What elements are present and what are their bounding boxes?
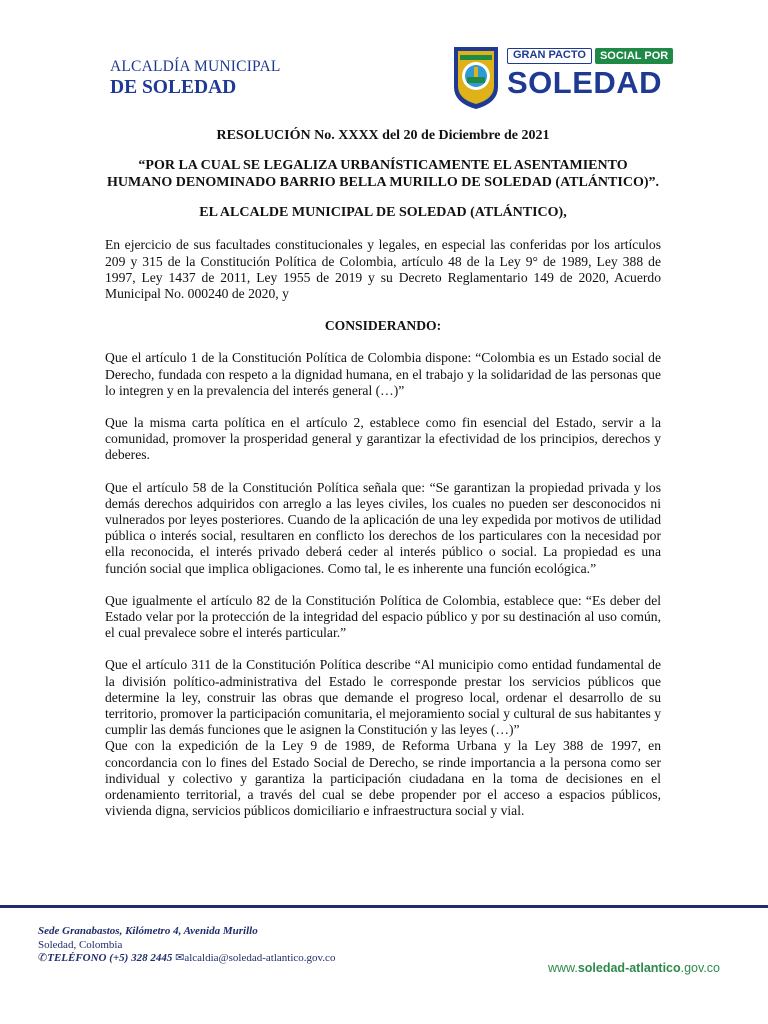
footer-phone-line	[38, 952, 335, 966]
footer-address: Sede Granabastos, Kilómetro 4, Avenida Murillo	[38, 925, 258, 937]
municipality-header	[110, 58, 281, 99]
email-icon: ✉	[175, 952, 185, 964]
document-body	[105, 128, 661, 820]
resolution-subtitle	[105, 158, 661, 191]
considerando-heading: CONSIDERANDO:	[324, 318, 442, 334]
footer-website-link[interactable]	[548, 961, 720, 975]
header-line-1: ALCALDÍA MUNICIPAL	[110, 58, 281, 75]
header-line-2: DE SOLEDAD	[110, 77, 237, 98]
preamble-paragraph: En ejercicio de sus facultades constitucionales y legales, en especial las conferidas por los artículos 209 y 315 de la Constitución Política de Colombia, artículo 48 de la Ley 9° de 1989, Ley 388 de 1997, Ley 1437 de 2011, Ley 1955 de 2019 y su Decreto Reglamentario 149 de 2020, Acuerdo Municipal No. 000240 de 2020, y	[105, 237, 661, 302]
web-suffix: .gov.co	[680, 961, 720, 975]
considerando-paragraph-5: Que el artículo 311 de la Constitución Política describe “Al municipio como entidad fundamental de la división político-administrativa del Estado le corresponde prestar los servicios públicos que determine la ley, construir las obras que demande el progreso local, ordenar el desarrollo de su territorio, promover la participación comunitaria, el mejoramiento social y cultural de sus habitantes y cumplir las demás funciones que le asignen la Constitución y las leyes (…)”	[105, 657, 661, 738]
web-domain: soledad-atlantico	[577, 961, 681, 975]
considerando-paragraph-6: Que con la expedición de la Ley 9 de 1989, de Reforma Urbana y la Ley 388 de 1997, en concordancia con lo fines del Estado Social de Derecho, se rinde importancia a la persona como ser individual y colectivo y garantiza la participación ciudadana en la toma de decisiones en el ordenamiento territorial, a través del cual se debe propender por el acceso a espacios públicos, vivienda digna, servicios públicos domiciliario e infraestructura social y vial.	[105, 738, 661, 819]
footer-email[interactable]: alcaldia@soledad-atlantico.gov.co	[184, 952, 336, 964]
gran-pacto-brand	[507, 48, 669, 108]
footer-contact	[38, 925, 335, 966]
brand-soledad: SOLEDAD	[507, 65, 663, 100]
phone-icon: ✆	[38, 952, 48, 964]
considerando-paragraph-3: Que el artículo 58 de la Constitución Política señala que: “Se garantizan la propiedad privada y los demás derechos adquiridos con arreglo a las leyes civiles, los cuales no pueden ser desconocidos ni vulnerados por leyes posteriores. Cuando de la aplicación de una ley expedida por motivos de utilidad pública o interés social, resultaren en conflicto los derechos de los particulares con la necesidad por ella reconocida, el interés privado deberá ceder al interés público o social. La propiedad es una función social que implica obligaciones. Como tal, le es inherente una función ecológica.”	[105, 479, 661, 576]
considerando-paragraph-4: Que igualmente el artículo 82 de la Constitución Política de Colombia, establece que: “Es deber del Estado velar por la protección de la integridad del espacio público y por su destinación al uso común, el cual prevalece sobre el interés particular.”	[105, 592, 661, 641]
resolution-title: RESOLUCIÓN No. XXXX del 20 de Diciembre de 2021	[216, 128, 550, 143]
footer-phone: TELÉFONO (+5) 328 2445	[47, 952, 173, 964]
footer-divider	[0, 905, 768, 908]
municipal-seal-icon	[450, 43, 502, 111]
brand-pill-social-por: SOCIAL POR	[595, 48, 673, 64]
logo-area	[450, 43, 669, 111]
web-prefix: www.	[547, 961, 578, 975]
considerando-paragraph-2: Que la misma carta política en el artículo 2, establece como fin esencial del Estado, servir a la comunidad, promover la prosperidad general y garantizar la efectividad de los principios, derechos y deberes.	[105, 415, 661, 463]
subtitle-line-1: “POR LA CUAL SE LEGALIZA URBANÍSTICAMENTE EL ASENTAMIENTO	[138, 158, 628, 174]
footer-city: Soledad, Colombia	[38, 938, 123, 951]
brand-pill-gran-pacto: GRAN PACTO	[507, 48, 592, 64]
considerando-paragraph-1: Que el artículo 1 de la Constitución Política de Colombia dispone: “Colombia es un Estado social de Derecho, fundada con respeto a la dignidad humana, en el trabajo y la solidaridad de las personas que lo integren y en la prevalencia del interés general (…)”	[105, 350, 661, 398]
alcalde-heading: EL ALCALDE MUNICIPAL DE SOLEDAD (ATLÁNTICO),	[199, 205, 567, 221]
subtitle-line-2: HUMANO DENOMINADO BARRIO BELLA MURILLO DE SOLEDAD (ATLÁNTICO)”.	[106, 174, 659, 190]
